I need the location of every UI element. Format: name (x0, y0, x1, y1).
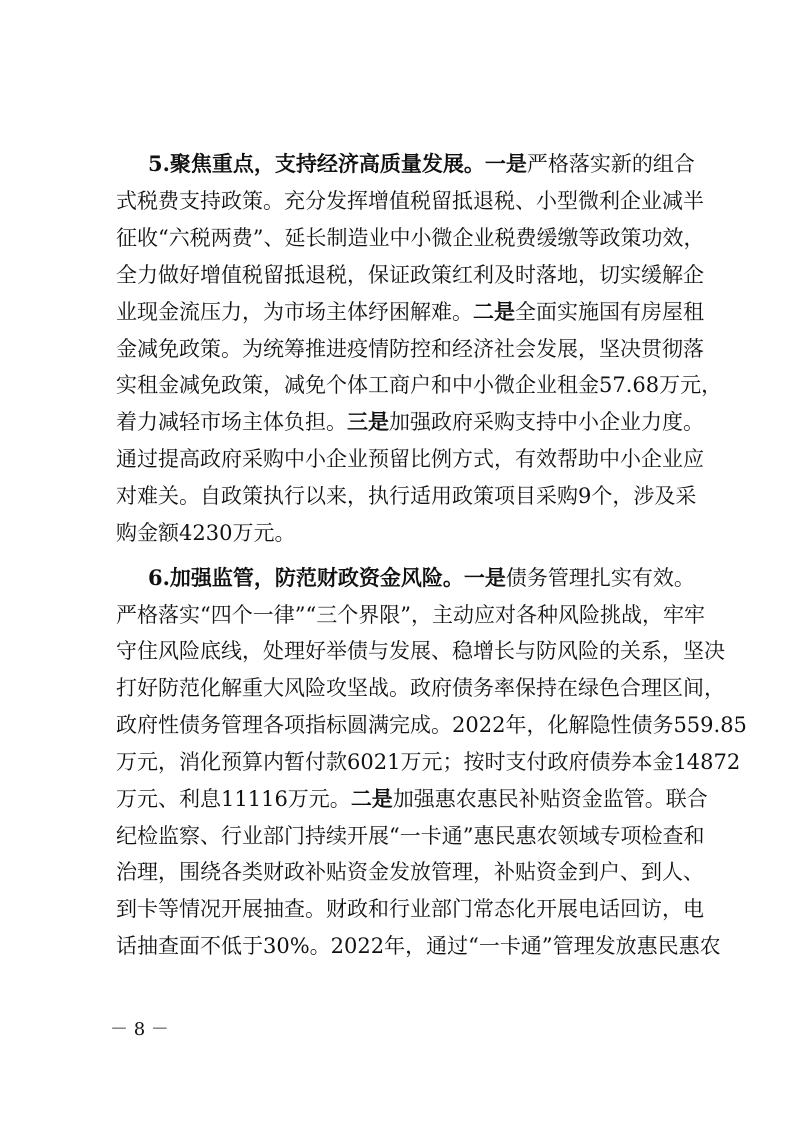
text-run: 纪检监察、行业部门持续开展“一卡通”惠民惠农领域专项检查和 (116, 824, 705, 848)
text-run: 万元，消化预算内暂付款6021万元；按时支付政府债券本金14872 (116, 750, 741, 774)
text-line (116, 670, 725, 706)
text-line (116, 818, 705, 854)
text-line (116, 441, 704, 477)
text-line (116, 928, 721, 964)
text-line (116, 183, 704, 219)
bold-text-run: 二是 (350, 786, 393, 811)
bold-text-run: 三是 (347, 409, 389, 434)
text-run: 对难关。自政策执行以来，执行适用政策项目采购9个，涉及采 (116, 484, 697, 508)
page-number: － 8 － (110, 1019, 169, 1040)
text-line (116, 781, 708, 817)
text-run: 打好防范化解重大风险攻坚战。政府债务率保持在绿色合理区间， (116, 676, 725, 700)
text-line (116, 744, 741, 780)
text-run: 到卡等情况开展抽查。财政和行业部门常态化开展电话回访，电 (116, 897, 704, 921)
text-line (116, 367, 723, 403)
text-run: 治理，围绕各类财政补贴资金发放管理，补贴资金到户、到人、 (116, 860, 704, 884)
text-run: 实租金减免政策，减免个体工商户和中小微企业租金57.68万元， (116, 373, 723, 397)
text-line (116, 331, 704, 367)
text-run: 全力做好增值税留抵退税，保证政策红利及时落地，切实缓解企 (116, 263, 704, 287)
text-run: 购金额4230万元。 (116, 521, 296, 545)
text-run: 万元、利息11116万元。 (116, 787, 351, 811)
text-run: 加强政府采购支持中小企业力度。 (389, 410, 704, 434)
text-run: 通过提高政府采购中小企业预留比例方式，有效帮助中小企业应 (116, 447, 704, 471)
text-line (148, 146, 694, 182)
bold-text-run: 二是 (473, 299, 515, 324)
text-run: 式税费支持政策。充分发挥增值税留抵退税、小型微利企业减半 (116, 189, 704, 213)
text-line (116, 891, 704, 927)
text-run: 严格落实“四个一律”“三个界限”，主动应对各种风险挑战，牢牢 (116, 603, 705, 627)
text-line (116, 294, 704, 330)
text-line (116, 220, 705, 256)
text-run: 着力减轻市场主体负担。 (116, 410, 347, 434)
text-run: 政府性债务管理各项指标圆满完成。2022年，化解隐性债务559.85 (116, 713, 747, 737)
text-run: 债务管理扎实有效。 (505, 566, 695, 590)
text-line (116, 478, 697, 514)
text-run: 严格落实新的组合 (526, 152, 695, 176)
text-line (116, 404, 704, 440)
text-run: 守住风险底线，处理好举债与发展、稳增长与防风险的关系，坚决 (116, 639, 725, 663)
text-line (116, 707, 747, 743)
text-run: 业现金流压力，为市场主体纾困解难。 (116, 300, 473, 324)
text-run: 征收“六税两费”、延长制造业中小微企业税费缓缴等政策功效， (116, 226, 705, 250)
text-run: 金减免政策。为统筹推进疫情防控和经济社会发展，坚决贯彻落 (116, 337, 704, 361)
text-line (116, 257, 704, 293)
text-run: 全面实施国有房屋租 (515, 300, 704, 324)
text-run: 加强惠农惠民补贴资金监管。联合 (392, 787, 708, 811)
bold-text-run: 5.聚焦重点，支持经济高质量发展。一是 (148, 151, 527, 176)
bold-text-run: 6.加强监管，防范财政资金风险。一是 (148, 565, 506, 590)
text-line (148, 560, 694, 596)
text-run: 话抽查面不低于30%。2022年，通过“一卡通”管理发放惠民惠农 (116, 934, 721, 958)
text-line (116, 597, 705, 633)
text-line (116, 515, 694, 551)
text-line (116, 854, 704, 890)
text-line (116, 633, 725, 669)
